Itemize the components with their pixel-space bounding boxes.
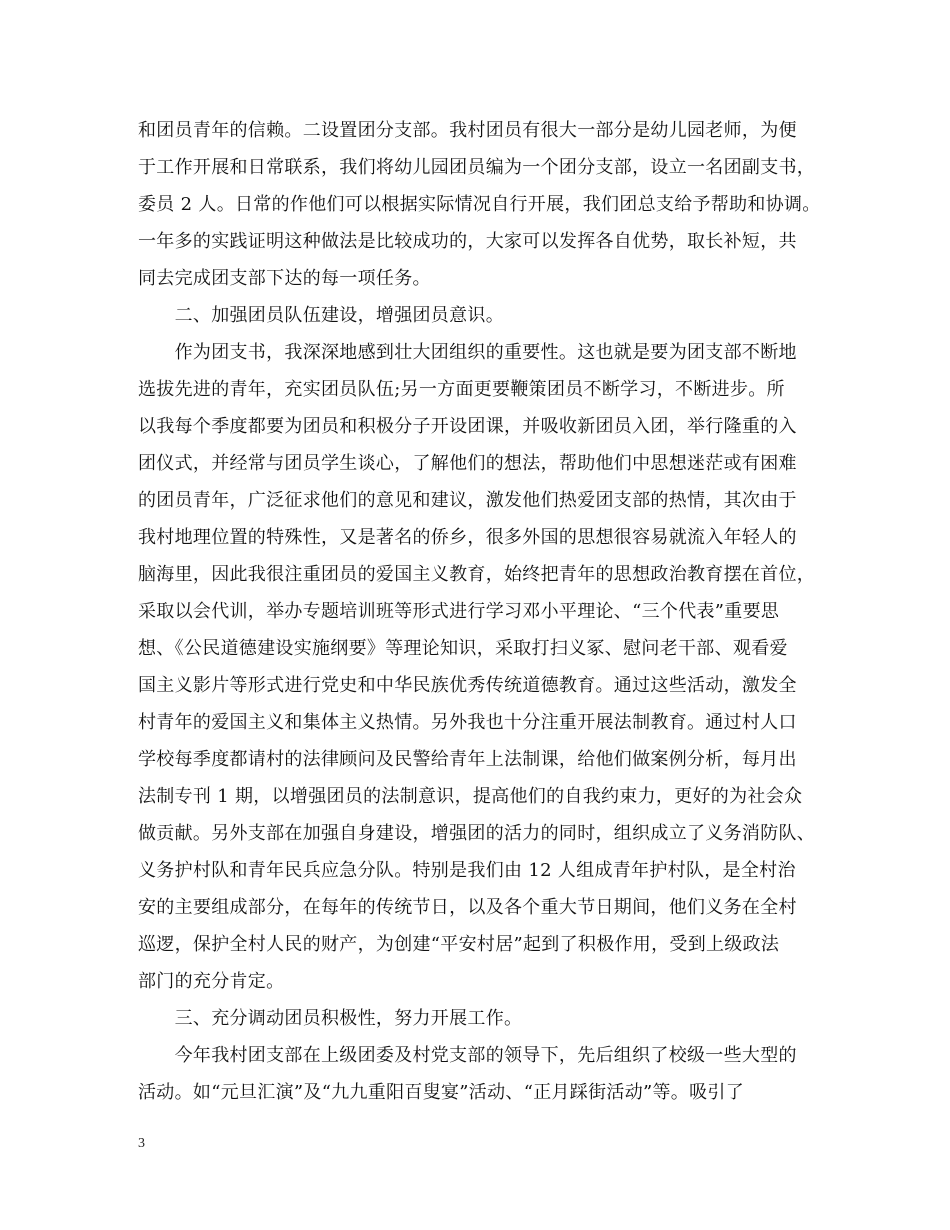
text-line: 想、《公民道德建设实施纲要》等理论知识，采取打扫义冢、慰问老干部、观看爱	[138, 638, 788, 659]
text-line: 委员 2 人。日常的作他们可以根据实际情况自行开展，我们团总支给予帮助和协调。	[138, 194, 821, 215]
text-line: 一年多的实践证明这种做法是比较成功的，大家可以发挥各自优势，取长补短，共	[138, 231, 797, 252]
text-line: 今年我村团支部在上级团委及村党支部的领导下，先后组织了校级一些大型的	[138, 1045, 797, 1066]
text-line: 作为团支书，我深深地感到壮大团组织的重要性。这也就是要为团支部不断地	[138, 342, 797, 363]
section-heading: 三、充分调动团员积极性，努力开展工作。	[138, 1008, 523, 1029]
page-number: 3	[138, 1136, 145, 1151]
body-text	[138, 112, 828, 1111]
text-line: 部门的充分肯定。	[138, 971, 285, 992]
text-line: 选拔先进的青年，充实团员队伍;另一方面更要鞭策团员不断学习，不断进步。所	[138, 379, 785, 400]
text-line: 国主义影片等形式进行党史和中华民族优秀传统道德教育。通过这些活动，激发全	[138, 675, 797, 696]
text-line: 和团员青年的信赖。二设置团分支部。我村团员有很大一部分是幼儿园老师，为便	[138, 120, 797, 141]
text-line: 的团员青年，广泛征求他们的意见和建议，激发他们热爱团支部的热情，其次由于	[138, 490, 797, 511]
text-line: 于工作开展和日常联系，我们将幼儿园团员编为一个团分支部，设立一名团副支书，	[138, 157, 816, 178]
text-line: 义务护村队和青年民兵应急分队。特别是我们由 12 人组成青年护村队，是全村治	[138, 860, 796, 881]
text-line: 以我每个季度都要为团员和积极分子开设团课，并吸收新团员入团，举行隆重的入	[138, 416, 797, 437]
section-heading: 二、加强团员队伍建设，增强团员意识。	[138, 305, 504, 326]
text-line: 我村地理位置的特殊性，又是著名的侨乡，很多外国的思想很容易就流入年轻人的	[138, 527, 797, 548]
text-line: 活动。如“元旦汇演”及“九九重阳百叟宴”活动、“正月踩街活动”等。吸引了	[138, 1082, 745, 1103]
text-line: 学校每季度都请村的法律顾问及民警给青年上法制课，给他们做案例分析，每月出	[138, 749, 797, 770]
text-line: 法制专刊 1 期，以增强团员的法制意识，提高他们的自我约束力，更好的为社会众	[138, 786, 803, 807]
text-line: 做贡献。另外支部在加强自身建设，增强团的活力的同时，组织成立了义务消防队、	[138, 823, 816, 844]
text-line: 安的主要组成部分，在每年的传统节日，以及各个重大节日期间，他们义务在全村	[138, 897, 797, 918]
text-line: 采取以会代训，举办专题培训班等形式进行学习邓小平理论、“三个代表”重要思	[138, 601, 780, 622]
text-line: 巡逻，保护全村人民的财产，为创建“平安村居”起到了积极作用，受到上级政法	[138, 934, 780, 955]
text-line: 团仪式，并经常与团员学生谈心，了解他们的想法，帮助他们中思想迷茫或有困难	[138, 453, 797, 474]
text-line: 脑海里，因此我很注重团员的爱国主义教育，始终把青年的思想政治教育摆在首位，	[138, 564, 816, 585]
text-line: 同去完成团支部下达的每一项任务。	[138, 268, 431, 289]
text-line: 村青年的爱国主义和集体主义热情。另外我也十分注重开展法制教育。通过村人口	[138, 712, 797, 733]
